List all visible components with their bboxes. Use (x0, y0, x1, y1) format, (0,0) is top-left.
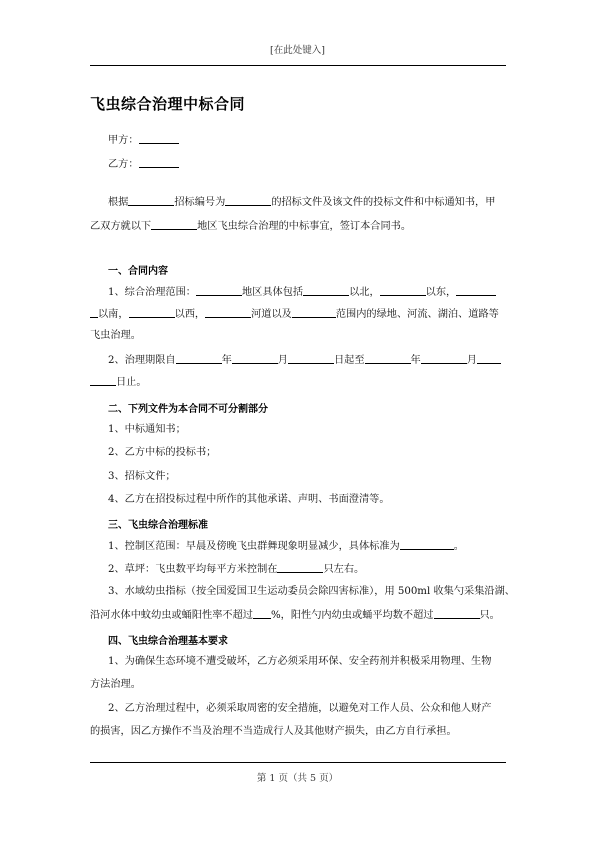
standard-text: 沿河水体中蚊幼虫或蛹阳性率不超过 (90, 610, 253, 621)
intro-text: 乙双方就以下 (90, 221, 152, 232)
period-text: 年 (410, 355, 421, 366)
blank (253, 608, 271, 619)
section-2-heading: 二、下列文件为本合同不可分割部分 (108, 404, 268, 415)
section-3-heading: 三、飞虫综合治理标准 (108, 520, 208, 531)
requirement-line-1: 1、为确保生态环境不遭受破坏，乙方必须采用环保、安全药剂并积极采用物理、生物 (108, 656, 492, 667)
blank (303, 285, 349, 296)
party-a-line (108, 133, 506, 148)
requirement-line-2: 方法治理。 (90, 679, 141, 690)
blank (292, 307, 336, 318)
standard-text: 只左右。 (323, 564, 365, 575)
blank (90, 375, 116, 386)
blank (90, 307, 98, 318)
section-4-heading: 四、飞虫综合治理基本要求 (108, 636, 228, 647)
blank (225, 195, 271, 206)
standard-text: 只。 (479, 610, 500, 621)
period-line-1 (108, 353, 506, 368)
blank (196, 285, 242, 296)
blank (456, 285, 496, 296)
scope-text: 范围内的绿地、河流、湖泊、道路等 (335, 309, 499, 320)
blank (365, 353, 411, 364)
period-text: 月 (466, 355, 477, 366)
section-1-heading: 一、合同内容 (108, 266, 168, 277)
intro-text: 地区飞虫综合治理的中标事宜，签订本合同书。 (197, 221, 412, 232)
header-rule (90, 65, 506, 66)
standard-line-1 (108, 539, 506, 554)
intro-text: 招标编号为 (174, 197, 226, 208)
standard-line-2 (108, 562, 506, 577)
requirement-line-3: 2、乙方治理过程中，必须采取周密的安全措施，以避免对工作人员、公众和他人财产 (108, 703, 492, 714)
standard-text: 1、控制区范围：早晨及傍晚飞虫群舞现象明显减少，具体标准为 (108, 541, 400, 552)
footer-rule (90, 762, 506, 763)
party-b-blank (139, 157, 179, 168)
scope-text: 以南， (98, 309, 129, 320)
blank (421, 353, 467, 364)
requirement-line-4: 的损害，因乙方操作不当及治理不当造成行人及其他财产损失，由乙方自行承担。 (90, 726, 457, 737)
blank (176, 353, 222, 364)
blank (288, 353, 334, 364)
intro-text: 的招标文件及该文件的投标文件和中标通知书，甲 (271, 197, 496, 208)
intro-line-2 (90, 219, 506, 234)
party-a-blank (139, 133, 179, 144)
blank (232, 353, 278, 364)
period-text: 2、治理期限自 (108, 355, 176, 366)
standard-line-4 (90, 608, 506, 623)
standard-text: 2、草坪：飞虫数平均每平方米控制在 (108, 564, 278, 575)
party-b-label: 乙方： (108, 159, 139, 170)
scope-text: 以东， (425, 287, 457, 298)
blank (477, 353, 501, 364)
blank (128, 195, 174, 206)
scope-line-3: 飞虫治理。 (90, 330, 141, 341)
document-item: 2、乙方中标的投标书； (108, 447, 217, 458)
standard-line-3: 3、水域幼虫指标（按全国爱国卫生运动委员会除四害标准），用 500ml 收集勺采集沿湖、 (108, 586, 515, 597)
scope-text: 河道以及 (251, 309, 292, 320)
document-item: 1、中标通知书； (108, 424, 186, 435)
scope-line-2 (90, 307, 506, 322)
period-text: 年 (221, 355, 232, 366)
period-text: 月 (277, 355, 288, 366)
standard-text: %，阳性勺内幼虫或蛹平均数不超过 (271, 610, 434, 621)
intro-text: 根据 (108, 197, 129, 208)
blank (434, 608, 480, 619)
period-text: 日止。 (116, 377, 147, 388)
scope-text: 以北， (349, 287, 380, 298)
party-b-line (108, 157, 506, 172)
scope-line-1 (108, 285, 506, 300)
page-footer: 第 1 页（共 5 页） (256, 773, 339, 784)
blank (277, 562, 323, 573)
document-item: 4、乙方在招投标过程中所作的其他承诺、声明、书面澄清等。 (108, 494, 390, 505)
blank (129, 307, 175, 318)
document-title: 飞虫综合治理中标合同 (90, 95, 246, 113)
period-text: 日起至 (333, 355, 365, 366)
scope-text: 地区具体包括 (241, 287, 304, 298)
blank (205, 307, 251, 318)
blank (400, 539, 454, 550)
scope-text: 以西， (174, 309, 206, 320)
blank (151, 219, 197, 230)
party-a-label: 甲方： (108, 135, 139, 146)
scope-text: 1、综合治理范围： (108, 287, 196, 298)
page-header[interactable]: [在此处键入] (270, 45, 325, 56)
period-line-2 (90, 375, 506, 390)
standard-text: 。 (453, 541, 464, 552)
document-item: 3、招标文件； (108, 471, 176, 482)
blank (380, 285, 426, 296)
intro-line-1 (108, 195, 506, 210)
